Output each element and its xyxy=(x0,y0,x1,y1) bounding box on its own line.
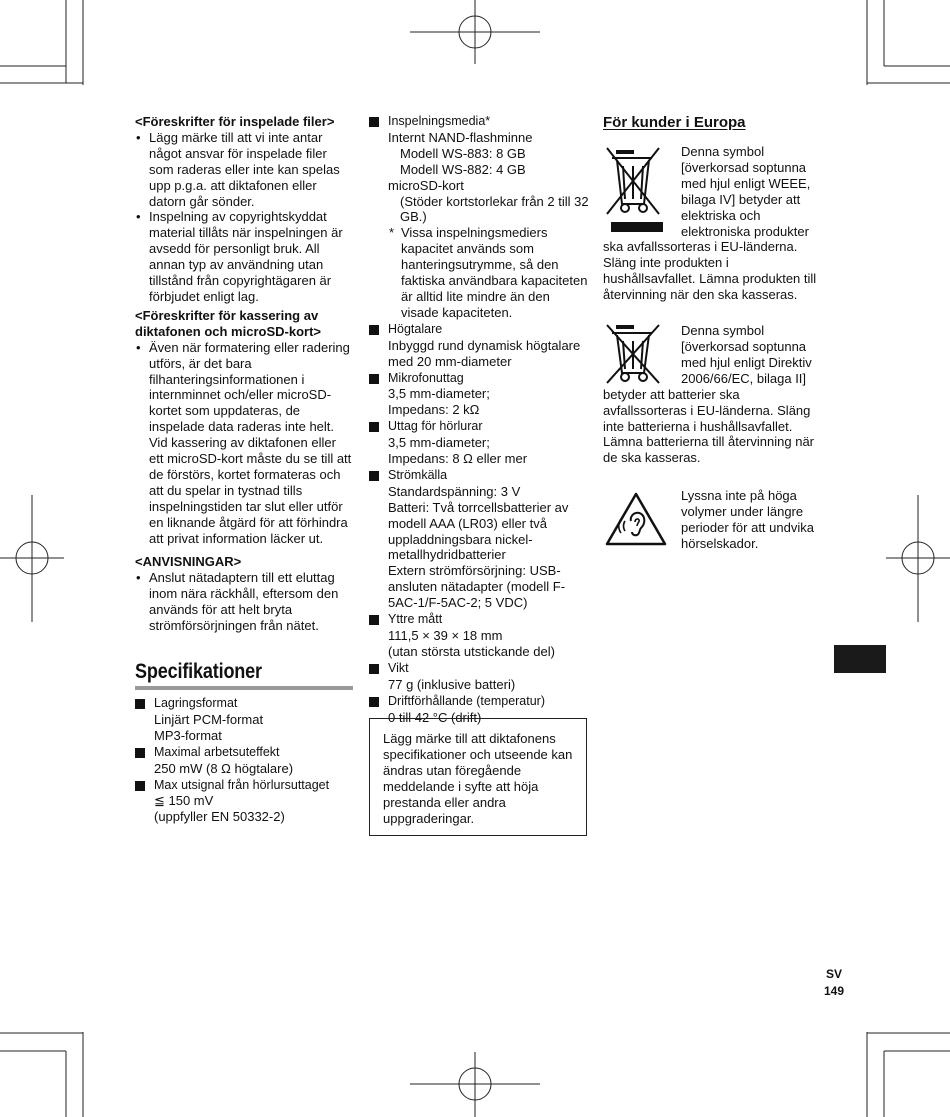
spec-heading: Uttag för hörlurar xyxy=(388,419,483,434)
square-bullet-icon xyxy=(135,781,145,791)
footnote xyxy=(388,225,589,320)
hearing-warning xyxy=(603,488,821,552)
spec-item-weight xyxy=(369,661,589,693)
weee-text: Denna symbol [överkorsad soptunna med hjul enligt WEEE, bilaga IV] betyder att elektriska och elektroniska produkter ska avfallssorteras i EU-länderna. Släng inte produkten i hushållsavfallet. Lämna produkten till återvinning när den ska kasseras. xyxy=(603,144,817,303)
section-title-europe: För kunder i Europa xyxy=(603,114,746,131)
square-bullet-icon xyxy=(369,615,379,625)
spec-value: Batteri: Två torrcellsbatterier av modell AAA (LR03) eller två uppladdningsbara nickel-metallhydridbatterier xyxy=(388,499,569,563)
square-bullet-icon xyxy=(369,471,379,481)
heading-disposal: <Föreskrifter för kassering av diktafonen och microSD-kort> xyxy=(135,307,321,339)
spec-heading: Högtalare xyxy=(388,321,443,336)
battery-notice xyxy=(603,323,821,466)
footnote-text: Vissa inspelningsmediers kapacitet används som hanteringsutrymme, så den faktiska användbara kapaciteten är alltid lite mindre än den visade kapaciteten. xyxy=(401,225,588,320)
list-item: • Även när formatering eller radering utförs, är det bara filhanteringsinformationen i internminnet och/eller microSD-kortet som uppdateras, de inspelade data raderas inte helt. Vid kassering av diktafonen eller ett microSD-kort måste du se till att de förstörs, kortet formateras och att du spelar in tystnad tills inspelningstiden tar slut eller utför en liknande åtgärd för att förhindra att privat information läcker ut. xyxy=(135,340,353,547)
spec-value: Modell WS-882: 4 GB xyxy=(400,161,526,177)
spec-value: 250 mW (8 Ω högtalare) xyxy=(154,760,294,776)
spec-heading: Inspelningsmedia* xyxy=(388,114,491,128)
spec-heading: Yttre mått xyxy=(388,612,443,627)
spec-value: (Stöder kortstorlekar från 2 till 32 GB.) xyxy=(400,193,589,225)
spec-heading: Max utsignal från hörlursuttaget xyxy=(154,777,330,792)
spec-value: Inbyggd rund dynamisk högtalare med 20 mm-diameter xyxy=(388,337,581,369)
heading-instructions: <ANVISNINGAR> xyxy=(135,554,242,570)
spec-value: MP3-format xyxy=(154,727,222,743)
column-left xyxy=(135,114,353,825)
section-title-specifications: Specifikationer xyxy=(135,660,262,683)
spec-value: Modell WS-883: 8 GB xyxy=(400,145,526,161)
spec-heading: Lagringsformat xyxy=(154,696,238,710)
spec-value: 3,5 mm-diameter; xyxy=(388,386,490,402)
notice-box xyxy=(369,718,587,836)
spec-value: 77 g (inklusive batteri) xyxy=(388,676,516,692)
spec-item-recording-media xyxy=(369,114,589,321)
square-bullet-icon xyxy=(135,699,145,709)
list-instructions xyxy=(135,570,353,634)
spec-value: (uppfyller EN 50332-2) xyxy=(154,809,285,825)
spec-item-storage-format xyxy=(135,696,353,744)
spec-value: Impedans: 2 kΩ xyxy=(388,402,480,418)
spec-value: Linjärt PCM-format xyxy=(154,711,264,727)
notice-text: Lägg märke till att diktafonens specifikationer och utseende kan ändras utan föregående meddelande i syfte att höja prestanda eller andra uppgraderingar. xyxy=(383,731,573,826)
list-disposal xyxy=(135,340,353,547)
page-number: 149 xyxy=(824,984,845,998)
spec-item-earphone-jack xyxy=(369,419,589,467)
crossed-out-bin-battery-icon xyxy=(603,323,671,385)
weee-notice xyxy=(603,144,821,303)
crossed-out-wheelie-bin-icon xyxy=(603,144,671,232)
square-bullet-icon xyxy=(369,422,379,432)
column-right xyxy=(603,114,821,552)
spec-item-mic-jack xyxy=(369,371,589,419)
asterisk: * xyxy=(389,225,395,241)
spec-value: Internt NAND-flashminne xyxy=(388,129,533,145)
spec-value: Extern strömförsörjning: USB-ansluten nätadapter (modell F-5AC-1/F-5AC-2; 5 VDC) xyxy=(388,563,566,611)
column-middle xyxy=(369,114,589,725)
spec-value: (utan största utstickande del) xyxy=(388,643,555,659)
title-underline xyxy=(135,686,353,690)
spec-heading: Maximal arbetsuteffekt xyxy=(154,744,280,759)
list-recorded-files xyxy=(135,130,353,305)
spec-item-max-output xyxy=(135,745,353,777)
spec-item-speaker xyxy=(369,322,589,370)
square-bullet-icon xyxy=(369,325,379,335)
list-item: • Anslut nätadaptern till ett eluttag inom nära räckhåll, eftersom den används för att helt bryta strömförsörjningen från nätet. xyxy=(135,570,353,634)
spec-value: ≦ 150 mV xyxy=(154,793,214,809)
spec-heading: Vikt xyxy=(388,660,409,675)
spec-value: 0 till 42 °C (drift) xyxy=(388,709,482,725)
square-bullet-icon xyxy=(369,374,379,384)
page-footer xyxy=(824,966,844,1000)
spec-value: Standardspänning: 3 V xyxy=(388,483,521,499)
spec-item-power xyxy=(369,468,589,611)
spec-value: microSD-kort xyxy=(388,177,464,193)
heading-recorded-files: <Föreskrifter för inspelade filer> xyxy=(135,114,335,129)
square-bullet-icon xyxy=(369,664,379,674)
list-item: • Inspelning av copyrightskyddat material tillåts när inspelningen är avsedd för personligt bruk. All annan typ av användning utan tillstånd från copyrightägaren är förbjudet enligt lag. xyxy=(135,209,353,304)
spec-heading: Mikrofonuttag xyxy=(388,370,464,385)
hearing-text: Lyssna inte på höga volymer under längre perioder för att undvika hörselskador. xyxy=(681,488,814,551)
spec-item-headphone-output xyxy=(135,778,353,826)
list-item: • Lägg märke till att vi inte antar något ansvar för inspelade filer som raderas eller inte kan spelas upp p.g.a. att diktafonen eller datorn går sönder. xyxy=(135,130,353,210)
spec-value: Impedans: 8 Ω eller mer xyxy=(388,451,528,467)
spec-heading: Strömkälla xyxy=(388,467,448,482)
spec-heading: Driftförhållande (temperatur) xyxy=(388,693,546,708)
section-tab-marker xyxy=(834,645,886,673)
square-bullet-icon xyxy=(369,697,379,707)
battery-text: Denna symbol [överkorsad soptunna med hjul enligt Direktiv 2006/66/EC, bilaga II] betyder att batterier ska avfallssorteras i EU-länderna. Släng inte batterierna i hushållsavfallet. Lämna batterierna till återvinning när de ska kasseras. xyxy=(603,323,815,466)
square-bullet-icon xyxy=(135,748,145,758)
square-bullet-icon xyxy=(369,117,379,127)
spec-value: 3,5 mm-diameter; xyxy=(388,435,490,451)
spec-value: 111,5 × 39 × 18 mm xyxy=(388,628,503,643)
spec-item-dimensions xyxy=(369,612,589,660)
language-code: SV xyxy=(825,967,842,981)
hearing-warning-icon xyxy=(603,488,671,550)
